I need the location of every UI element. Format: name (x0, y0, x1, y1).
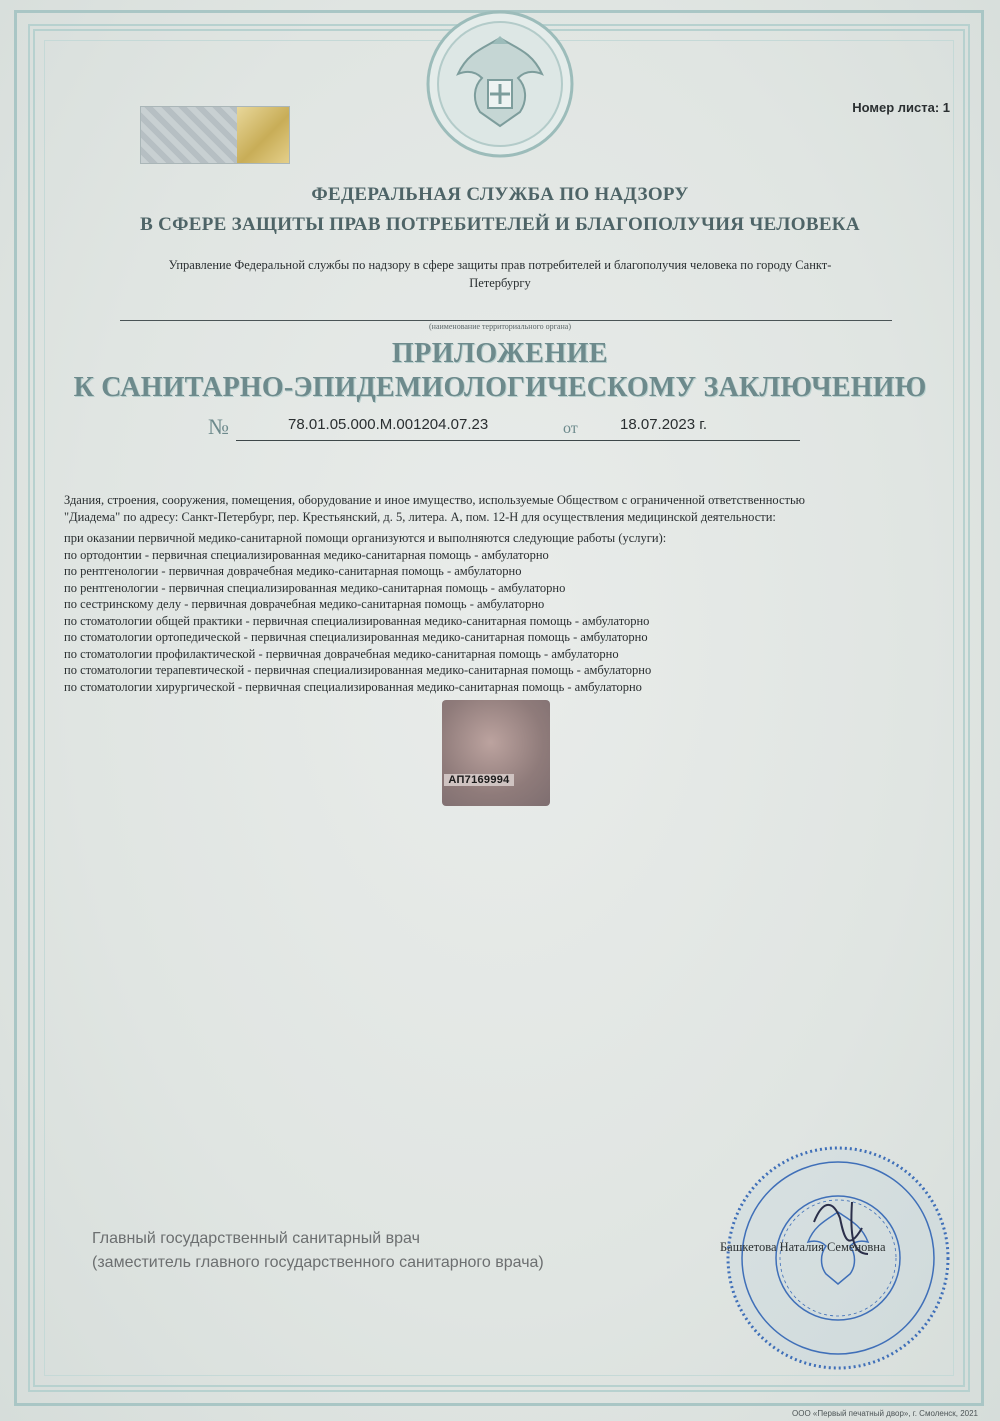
conclusion-date: 18.07.2023 г. (620, 416, 708, 433)
list-item: по рентгенологии - первичная доврачебная медико-санитарная помощь - амбулаторно (64, 564, 522, 578)
premises-description (64, 492, 894, 525)
conclusion-number: 78.01.05.000.М.001204.07.23 (288, 416, 489, 433)
official-seal (722, 1142, 954, 1374)
emblem-icon (424, 8, 576, 160)
territorial-body-line1: Управление Федеральной службы по надзору в сфере защиты прав потребителей и благополучия человека по городу Санкт- (168, 258, 832, 272)
printer-imprint: ООО «Первый печатный двор», г. Смоленск, 2021 (792, 1409, 978, 1418)
territorial-body-name (120, 256, 880, 292)
sheet-number: Номер листа: 1 (852, 100, 950, 115)
hologram-sticker (442, 700, 550, 806)
document-title-line1: ПРИЛОЖЕНИЕ (391, 338, 609, 369)
list-item: по стоматологии терапевтической - первичная специализированная медико-санитарная помощь - амбулаторно (64, 663, 652, 677)
list-item: по стоматологии общей практики - первичная специализированная медико-санитарная помощь - амбулаторно (64, 613, 650, 628)
list-item: по стоматологии ортопедической - первичная специализированная медико-санитарная помощь - амбулаторно (64, 630, 648, 644)
territorial-body-line2: Петербургу (469, 276, 531, 290)
number-sign: № (208, 414, 229, 439)
agency-name-line2: В СФЕРЕ ЗАЩИТЫ ПРАВ ПОТРЕБИТЕЛЕЙ И БЛАГОПОЛУЧИЯ ЧЕЛОВЕКА (140, 214, 860, 235)
conclusion-number-row (208, 414, 808, 444)
list-item: по ортодонтии - первичная специализированная медико-санитарная помощь - амбулаторно (64, 547, 549, 562)
list-item: по стоматологии хирургической - первичная специализированная медико-санитарная помощь - амбулаторно (64, 679, 642, 694)
premises-line2: "Диадема" по адресу: Санкт-Петербург, пер. Крестьянский, д. 5, литера. А, пом. 12-Н для осуществления медицинской деятельности: (64, 509, 776, 524)
document-title-line2: К САНИТАРНО-ЭПИДЕМИОЛОГИЧЕСКОМУ ЗАКЛЮЧЕНИЮ (73, 372, 927, 403)
agency-name-line1: ФЕДЕРАЛЬНАЯ СЛУЖБА ПО НАДЗОРУ (311, 184, 689, 205)
premises-line1: Здания, строения, сооружения, помещения, оборудование и иное имущество, используемые Обществом с ограниченной ответственностью (64, 493, 806, 507)
signer-name: Башкетова Наталия Семеновна (720, 1240, 886, 1254)
services-list (64, 530, 894, 695)
hologram-gold-patch (237, 107, 289, 163)
territorial-body-caption: (наименование территориального органа) (429, 322, 571, 331)
list-item: по стоматологии профилактической - первичная доврачебная медико-санитарная помощь - амбулаторно (64, 646, 619, 661)
official-position-line2: (заместитель главного государственного санитарного врача) (92, 1254, 544, 1271)
hologram-strip (140, 106, 290, 164)
territorial-body-rule (120, 320, 892, 321)
date-underline (598, 440, 800, 441)
hologram-serial: АП7169994 (444, 774, 514, 786)
list-item: при оказании первичной медико-санитарной помощи организуются и выполняются следующие работы (услуги): (64, 531, 667, 545)
official-position-line1: Главный государственный санитарный врач (92, 1230, 420, 1247)
from-label: от (563, 420, 578, 437)
list-item: по рентгенологии - первичная специализированная медико-санитарная помощь - амбулаторно (64, 580, 566, 595)
list-item: по сестринскому делу - первичная доврачебная медико-санитарная помощь - амбулаторно (64, 597, 545, 611)
